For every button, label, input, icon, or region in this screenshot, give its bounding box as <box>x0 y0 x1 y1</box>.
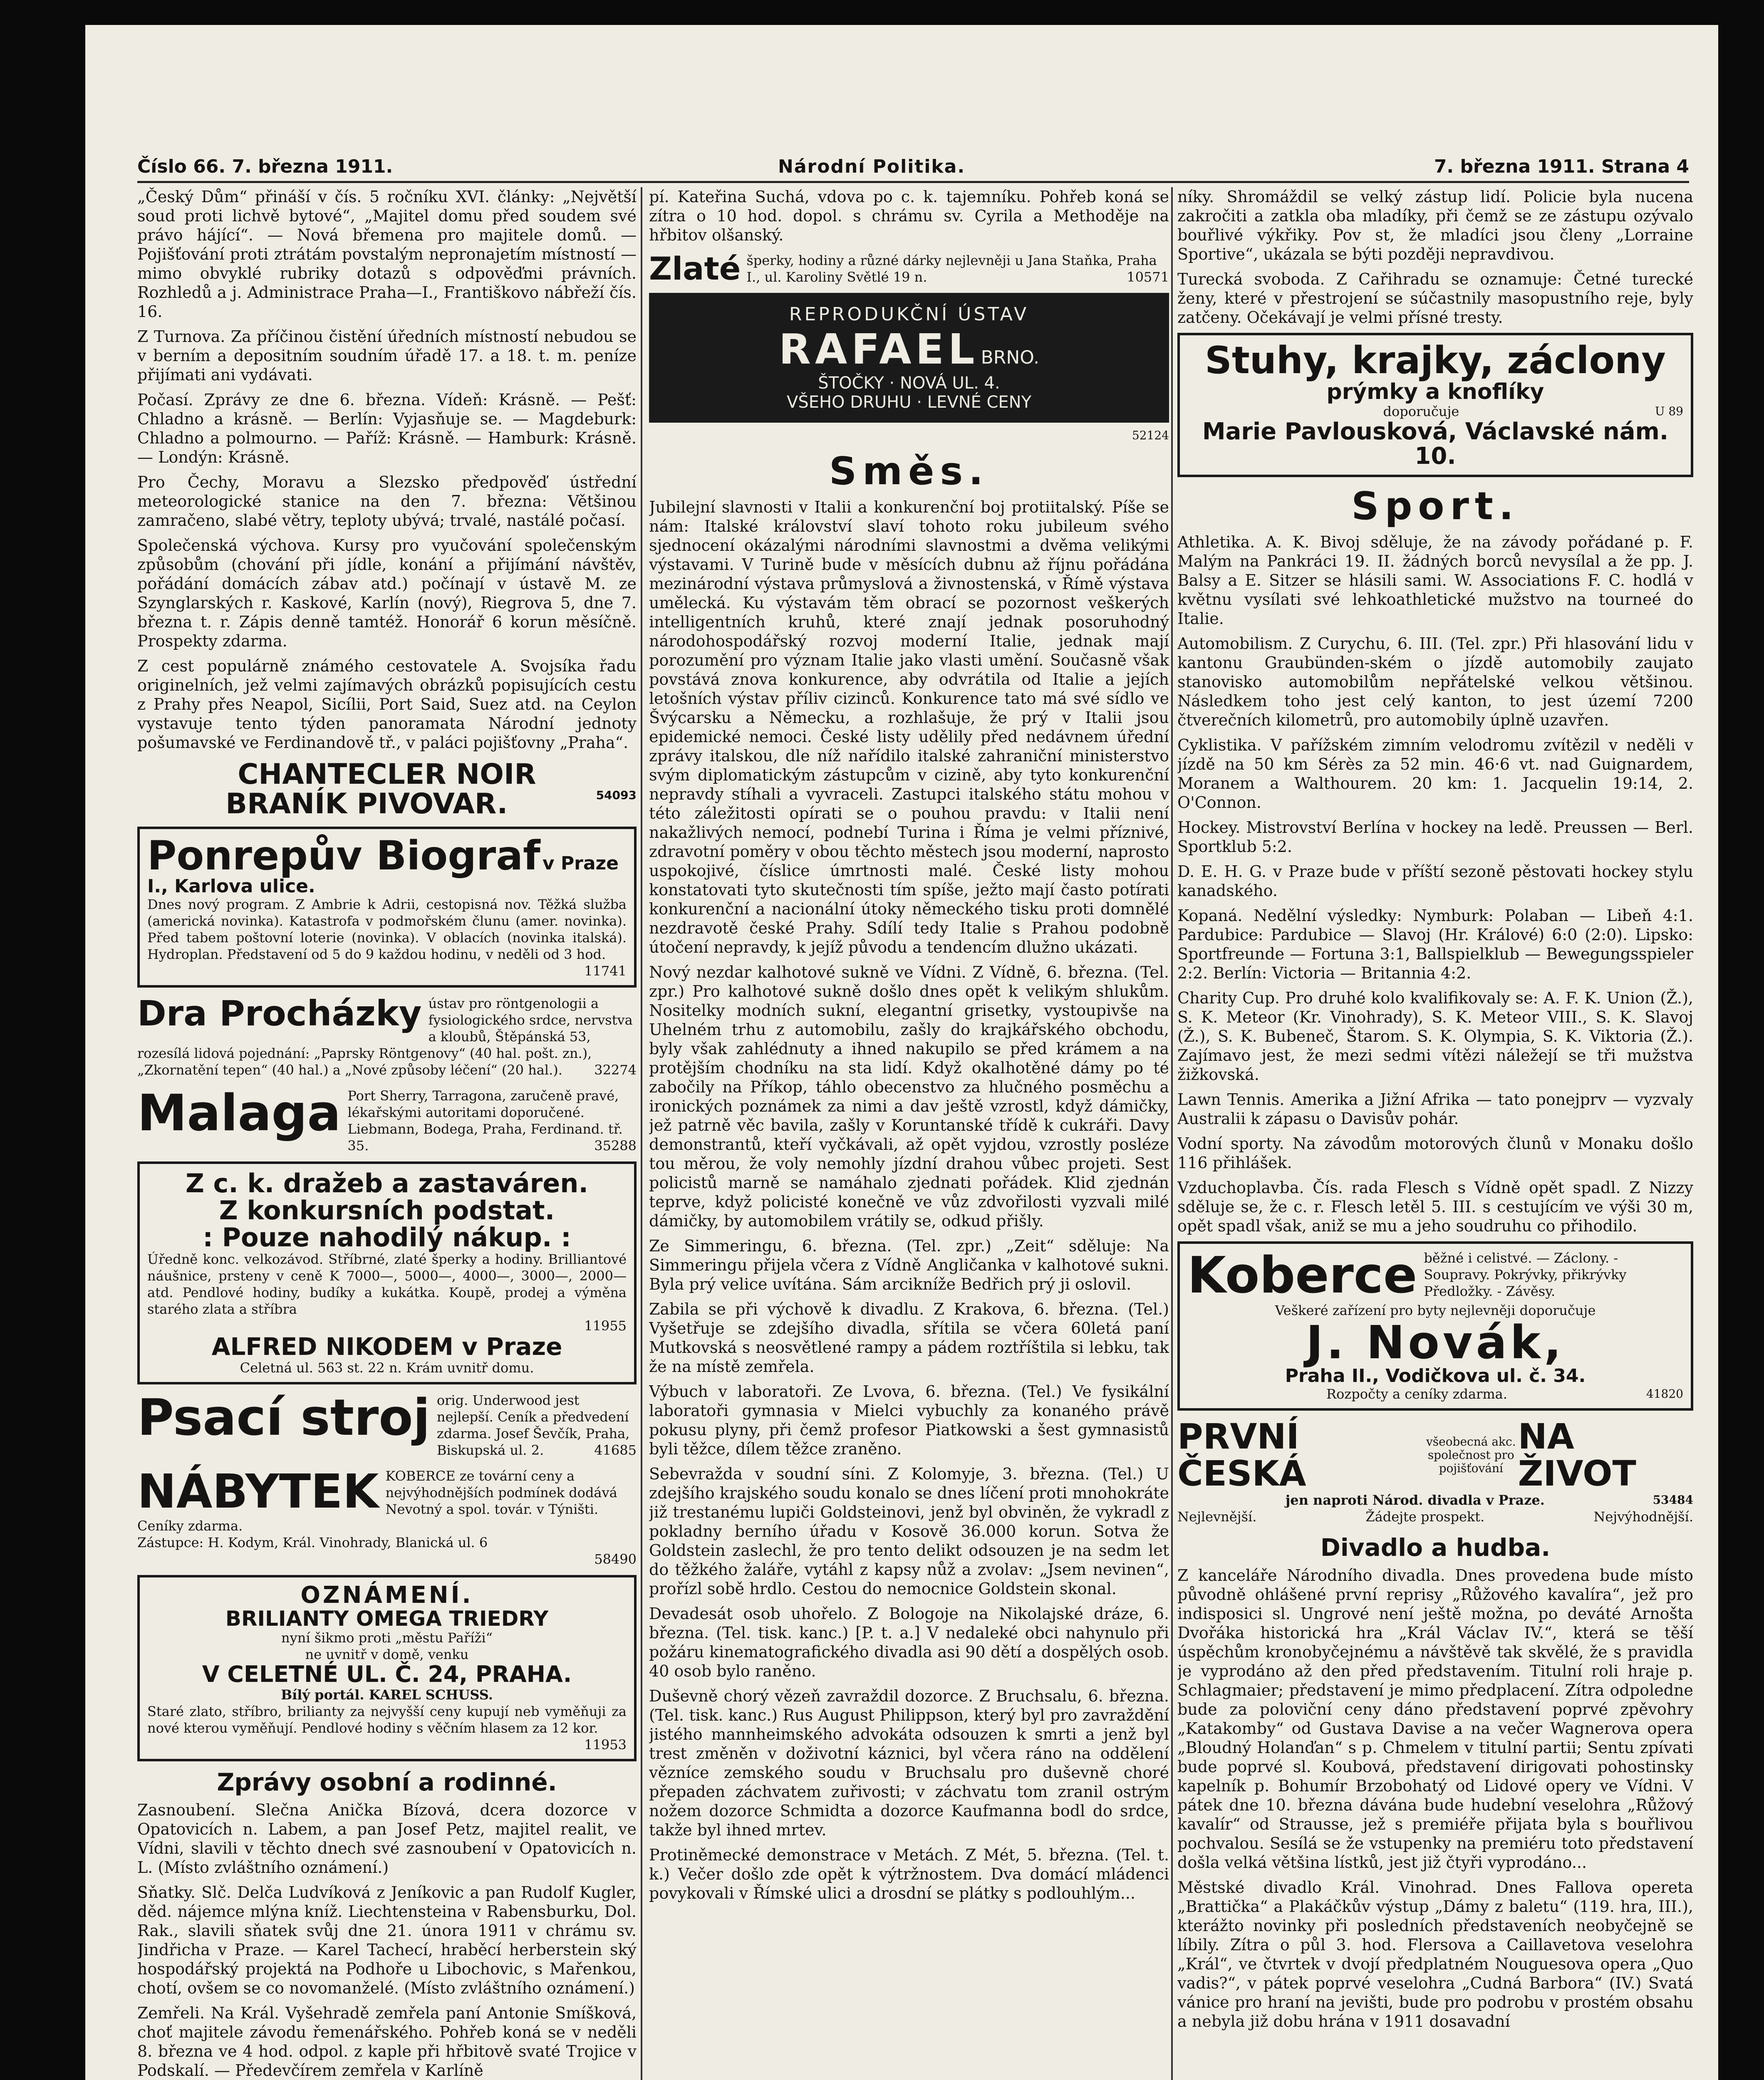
ad-biograf-text: Dnes nový program. Z Ambrie k Adrii, cestopisná nov. Těžká služba (americká novinka). Katastrofa v podmořském člunu (amer. novinka). Před tabem poštovní loterie (novinka). V oblacích (novinka italská). Hydroplan. Představení od 5 do 9 každou hodinu, v neděli od 3 hod. <box>147 896 627 962</box>
news-item: Jubilejní slavnosti v Italii a konkurenční boj protiitalský. Píše se nám: Italské království slaví tohoto roku jubileum svého sjednocení okázalými národními slavnostmi a dvěma velikými výstavami. V Turině bude v měsících dubnu až říjnu pořádána mezinárodní výstava průmyslová a živnostenská, v Římě výstava umělecká. Ku výstavám těm obrací se pozornost veškerých intelligentních kruhů, které znají jednak posoruhodný národohospodářský rozvoj moderní Italie, jednak mají porozumění pro význam Italie jako vlasti umění. Současně však povstává znova konkurence, aby odvrátila od Italie a jejích letošních výstav příliv cizinců. Konkurence tato má své sídlo ve Švýcarsku a Německu, a rozhlašuje, že prý v Italii jsou epidemické nemoci. České listy udělily před nedávnem úřední zprávy italskou, dle níž nařídilo italské zahraniční ministerstvo svým diplomatickým zástupcům v cizině, aby tyto konkurenční nepravdy stíhali a vyvraceli. Zastupci italského státu mohou v této záležitosti opírati se o pouhou pravdu: v Italii není nakažlivých nemocí, podnebí Turina i Říma je velmi příznivé, zdravotní poměry v obou těchto městech jsou moderní, naprosto uspokojivé, číslice úmrtnosti malé. České listy mohou konstatovati tyto skutečnosti tím spíše, ježto mají často potírati konkurenční a nacionální útoky německého tisku proti domnělé nezdravotě české Prahy. Sdílí tedy Italie s Prahou podobně útočení nepravdy, k jejíž původu a tendencím dlužno ukázati. <box>649 498 1169 956</box>
news-item: Automobilism. Z Curychu, 6. III. (Tel. zpr.) Při hlasování lidu v kantonu Graubünden-ském o jízdě automobily zaujato stanovisko automobilům nepřátelské velkou většinou. Následkem toho jest celý kanton, to jest území 7200 čtverečních kilometrů, pro automobily úplně uzavřen. <box>1177 634 1693 729</box>
ad-stuhy-title: Stuhy, krajky, záclony <box>1205 339 1666 382</box>
news-item: D. E. H. G. v Praze bude v příští sezoně pěstovati hockey stylu kanadského. <box>1177 862 1693 900</box>
ad-oznameni-title: OZNÁMENÍ. <box>300 1581 473 1609</box>
ad-prvni-row <box>1177 1416 1693 1494</box>
ad-oznameni-line2: nyní šikmo proti „městu Paříži“ <box>281 1630 493 1646</box>
news-item: Pro Čechy, Moravu a Slezsko předpověď ústřední meteorologické stanice na den 7. března: Většinou zamračeno, slabé větry, teploty ubývá; trvalé, nastálé počasí. <box>137 473 637 530</box>
ad-chantecler-line1: CHANTECLER NOIR <box>238 758 536 791</box>
news-item: Vzduchoplavba. Čís. rada Flesch s Vídně opět spadl. Z Nizzy sděluje se, že c. r. Flesch letěl 5. III. s cestujícím ve výši 30 m, opět spadl však, aniž se mu a jeho soudruhu co přihodilo. <box>1177 1178 1693 1235</box>
ad-rafael-row3: VŠEHO DRUHU · LEVNÉ CENY <box>786 393 1032 412</box>
ad-number: 54093 <box>596 788 637 802</box>
ad-number: 11741 <box>584 963 627 979</box>
ad-number: 11955 <box>584 1318 627 1334</box>
ad-oznameni-line4: V CELETNÉ UL. Č. 24, PRAHA. <box>202 1661 572 1688</box>
column-1 <box>137 187 637 2080</box>
news-item: Zasnoubení. Slečna Anička Bízová, dcera dozorce v Opatovicích n. Labem, a pan Josef Petz, majitel realit, ve Vídni, slavili v těchto dnech své zasnoubení v Opatovicích n. L. (Místo zvláštního oznámení.) <box>137 1800 637 1877</box>
column-2 <box>649 187 1169 2080</box>
news-item: Zabila se při výchově k divadlu. Z Krakova, 6. března. (Tel.) Vyšetřuje se zdejšího divadla, sřítila se včera 60letá paní Mutkovská s neosvětlené rampy a pádem roztříštila si lebku, tak že na místě zemřela. <box>649 1300 1169 1376</box>
news-item: Hockey. Mistrovství Berlína v hockey na ledě. Preussen — Berl. Sportklub 5:2. <box>1177 818 1693 856</box>
ad-biograf-city: v Praze I., Karlova ulice. <box>147 852 619 897</box>
news-item: Sňatky. Slč. Delča Ludvíková z Jeníkovic a pan Rudolf Kugler, děd. nájemce mlýna kníž. Liechtensteina v Rabensburku, Dol. Rak., slavili sňatek svůj dne 21. února 1911 v chrámu sv. Jindřicha v Praze. — Karel Tachecí, hraběcí herberstein ský hospodářský projektá na Podhoře u Libochovic, s Mařenkou, chotí, ovšem se co novomanželé. (Místo zvláštního oznámení.) <box>137 1883 637 1997</box>
ad-rafael-city: BRNO. <box>981 347 1040 368</box>
ad-rafael-row2: ŠTOČKY · NOVÁ UL. 4. <box>818 374 1000 393</box>
ad-oznameni <box>137 1575 637 1761</box>
news-item: Z kanceláře Národního divadla. Dnes provedena bude místo původně ohlášené první reprisy „Růžového kavalíra“, jež pro indisposici sl. Ungrové není ještě možna, po deváté Arnošta Dvořáka historická hra „Král Václav IV.“, která se těší úspěchům kronobyčejnému a návštěvě tak skvělé, že s pravidla je vyprodáno až den před představením. Titulní roli hraje p. Schlagmaier; představení je mimo předplacení. Zítra odpoledne bude za poloviční ceny dáno představení poprvé zpěvohry „Katakomby“ od Gustava Davise a na večer Wagnerova opera „Bloudný Holanďan“ s p. Chmelem v titulní partii; Sentu zpívati bude poprvé sl. Koubová, představení dirigovati pohostinsky kapelník p. Bohumír Brzobohatý od Lidové opery ve Vídni. V pátek dne 10. března dávána bude hudební veselohra „Růžový kavalír“ od Strausse, jež s premiéře přijata byla s bouřlivou pochvalou. Sesílá se že vstupenky na premiéru toto představení došla velká většina lístků, jest již čtyři vyprodáno... <box>1177 1566 1693 1872</box>
news-item: Zemřeli. Na Král. Vyšehradě zemřela paní Antonie Smíšková, choť majitele závodu řemenářského. Pohřeb koná se v neděli 8. března ve 4 hod. odpol. z kaple při hřbitově svaté Trojice v Podskalí. — Předevčírem zemřela v Karlíně <box>137 2003 637 2080</box>
news-item: Duševně chorý vězeň zavraždil dozorce. Z Bruchsalu, 6. března. (Tel. tisk. kanc.) Rus August Philippson, který byl pro zavraždění jistého mannheimského advokáta odsouzen k smrti a jenž byl trest změněn v doživotní káznici, byl včera ráno na oddělení vězníce zemského soudu v Bruchsalu pro duševně choré přepaden záchvatem zuřivosti; v záchvatu tom zranil ostrým nožem dozorce Schmidta a dozorce Kaufmanna bodl do srdce, takže byl ihned mrtev. <box>649 1687 1169 1839</box>
ad-oznameni-line3: ne uvnitř v domě, venku <box>305 1647 469 1663</box>
ad-nabytek <box>137 1466 637 1569</box>
ad-koberce-line3-wrap <box>1187 1386 1683 1402</box>
ad-drazba-line3: : Pouze nahodilý nákup. : <box>203 1222 571 1253</box>
ad-drazba-line1: Z c. k. dražeb a zastaváren. <box>186 1168 588 1198</box>
ad-biograf <box>137 827 637 988</box>
ad-prvni-line2: jen naproti Národ. divadla v Praze. <box>1285 1492 1545 1508</box>
issue-number: Číslo 66. 7. března 1911. <box>137 156 393 177</box>
scan-border-left <box>0 0 85 2080</box>
news-item: Athletika. A. K. Bivoj sděluje, že na závody pořádané p. F. Malým na Pankráci 19. II. žádných borců nevysílal a že pp. J. Balsy a E. Sitzer se hlásili sami. W. Associations F. C. hodlá v květnu vysílati své lehkoathletické mužstvo na tourneé do Italie. <box>1177 532 1693 628</box>
newspaper-title: Národní Politika. <box>778 156 966 177</box>
ad-rafael-line1: REPRODUKČNÍ ÚSTAV <box>789 304 1029 325</box>
ad-koberce-heading <box>1187 1246 1683 1305</box>
ad-drazba-line2: Z konkursních podstat. <box>219 1195 555 1226</box>
column-rule <box>1171 187 1173 2080</box>
ad-number: 10571 <box>1127 269 1169 285</box>
ad-oznameni-line1: BRILIANTY OMEGA TRIEDRY <box>225 1606 549 1631</box>
ad-oznameni-line5: Bílý portál. KAREL SCHUSS. <box>281 1686 493 1703</box>
ad-prvni-line3a: Nejlevnější. <box>1177 1508 1257 1525</box>
ad-prvni-line2-wrap <box>1177 1492 1693 1508</box>
news-item: Protiněmecké demonstrace v Metách. Z Mét, 5. března. (Tel. t. k.) Večer došlo zde opět k výtržnostem. Dva domácí mládenci povykovali v Římské ulici a drosdní se plátky s podlouhlým... <box>649 1846 1169 1902</box>
ad-koberce-side: běžné i celistvé. — Záclony. - Soupravy. Pokrývky, přikrývky Předložky. - Závěsy. <box>1424 1250 1627 1299</box>
ad-prvni-title: PRVNÍ ČESKÁ <box>1177 1416 1306 1494</box>
ad-number: U 89 <box>1655 404 1683 418</box>
ad-drazba <box>137 1161 637 1384</box>
column-3 <box>1177 187 1693 2080</box>
ad-chantecler <box>137 758 637 821</box>
ad-number: 53484 <box>1653 1493 1693 1507</box>
news-item: pí. Kateřina Suchá, vdova po c. k. tajemníku. Pohřeb koná se zítra o 10 hod. dopol. s chrámu sv. Cyrila a Methoděje na hřbitov olšanský. <box>649 188 1169 244</box>
news-item: Vodní sporty. Na závodům motorových člunů v Monaku došlo 116 přihlášek. <box>1177 1134 1693 1172</box>
news-item: Turecká svoboda. Z Cařihradu se oznamuje: Četné turecké ženy, které v přestrojení se súčastnily masopustního reje, byly zatčeny. Očekávají je velmi přísné tresty. <box>1177 270 1693 327</box>
ad-number: 52124 <box>1132 428 1169 442</box>
news-item: Společenská výchova. Kursy pro vyučování společenským způsobům (chování při jídle, konání a přijímání návštěv, pořádání domácích zábav atd.) počínají v ústavě M. ze Szynglarských r. Kaskové, Karlín (nový), Riegrova 5, dne 7. března t. r. Zápis denně tamtéž. Honorář 6 korun měsíčně. Prospekty zdarma. <box>137 536 637 650</box>
ad-malaga <box>137 1086 637 1156</box>
ad-koberce-title: Koberce <box>1187 1246 1417 1305</box>
news-item: Lawn Tennis. Amerika a Jižní Afrika — tato ponejprv — vyzvaly Australii k zápasu o Davisův pohár. <box>1177 1090 1693 1128</box>
news-item: Kopaná. Nedělní výsledky: Nymburk: Polaban — Libeň 4:1. Pardubice: Pardubice — Slavoj (Hr. Králové) 6:0 (2:0). Lipsko: Sportfreunde — Fortuna 3:1, Ballspielklub — Bewegungsspieler 2:2. Berlín: Victoria — Britannia 4:2. <box>1177 906 1693 982</box>
ad-number: 32274 <box>594 1062 637 1078</box>
ad-prvni-line3c: Nejvýhodnější. <box>1593 1508 1693 1525</box>
news-item: Nový nezdar kalhotové sukně ve Vídni. Z Vídně, 6. března. (Tel. zpr.) Pro kalhotové sukně došlo dnes opět k velikým shlukům. Nositelky modních sukní, elegantní grisetky, vystoupivše na Uhelném trhu z automobilu, zašly do krajkářského obchodu, byly však zahlédnuty a ihned nakupilo se před krámem a na protějším chodníku na sta lidí. Když okalhotěné dámy po té zabočily na Příkop, táhlo obecenstvo za hlučného posměchu a ironických poznámek za nimi a dav ještě vzrostl, když dámičky, jež patrně věc bavila, zašly v Koruntanské třídě k cukráři. Davy demonstrantů, kteří vyčkávali, až opět vyjdou, vzrostly posléze tou měrou, že voly nemohly jízdní drahou vůbec projeti. Sest policistů marně se namáhalo zjednati pořádek. Klid zjednán teprve, když policisté konečně ve vůz zdvořilosti vyzvali milé dámičky, by automobilem vrátily se, odkud přišly. <box>649 963 1169 1230</box>
scan-border-top <box>0 0 1764 25</box>
page-date: 7. března 1911. Strana 4 <box>1434 156 1689 177</box>
ad-biograf-title: Ponrepův Biograf <box>147 832 540 879</box>
scan-border-right <box>1718 0 1764 2080</box>
column-rule <box>641 187 642 2080</box>
news-item: níky. Shromáždil se velký zástup lidí. Policie byla nucena zakročiti a zatkla oba mladíky, při čemž se ze zástupu ozývalo bouřlivé výkřiky. Pov st, že mladíci jsou členy „Lorraine Sportive“, ukázala se býti později nepravdivou. <box>1177 188 1693 263</box>
news-item: Devadesát osob uhořelo. Z Bologoje na Nikolajské dráze, 6. března. (Tel. tisk. kanc.) [P. t. a.] V nedaleké obci nahynulo při požáru kinematografického divadla asi 90 dětí a dospělých osob. 40 osob bylo raněno. <box>649 1605 1169 1680</box>
ad-rafael-row <box>660 325 1158 374</box>
ad-prvni-right: NA ŽIVOT <box>1518 1416 1636 1494</box>
ad-prvni-ceska <box>1177 1416 1693 1526</box>
ad-nabytek-agent: Zástupce: H. Kodym, Král. Vinohrady, Blanická ul. 6 <box>137 1534 488 1550</box>
news-item: Charity Cup. Pro druhé kolo kvalifikovaly se: A. F. K. Union (Ž.), S. K. Meteor (Kr. Vinohrady), S. K. Meteor VIII., S. K. Slavoj (Ž.), S. K. Bubeneč, Štarom. S. K. Olympia, S. K. Viktoria (Ž.). Zajímavo jest, že mezi sedmi vítězi náležejí se tři mužstva žižkovská. <box>1177 988 1693 1084</box>
page-header <box>137 152 1689 183</box>
ad-koberce <box>1177 1241 1693 1411</box>
ad-zlate <box>649 250 1169 287</box>
ad-oznameni-text: Staré zlato, stříbro, brilianty za nejvyšší ceny kupují neb vyměňuji za nové kterou vyměňují. Pendlové hodiny s věčním hlasem za 12 kor. <box>147 1703 627 1736</box>
news-item: Městské divadlo Král. Vinohrad. Dnes Fallova opereta „Brattička“ a Plakáčkův výstup „Dámy z baletu“ (119. hra, III.), kterážto novinky při posledních představeních neobyčejně se líbily. Zítra o půl 3. hod. Flersova a Caillavetova veselohra „Král“, ve čtvrtek v dvojí předplatném Nouguesova opera „Quo vadis?“, v pátek poprvé veselohra „Cudná Barbora“ (IV.) Svatá vánice pro hraní na jevišti, bude pro podrobu v prostém obsahu a nebyla již dobu hrána v 1911 dosavadní <box>1177 1878 1693 2030</box>
ad-number: 41820 <box>1646 1387 1683 1401</box>
ad-koberce-firm: J. Novák, <box>1306 1315 1565 1369</box>
news-item: Z Turnova. Za příčinou čistění úředních místností nebudou se v berním a depositním soudním úřadě 17. a 18. t. m. peníze přijímati ani vydávati. <box>137 327 637 384</box>
ad-biograf-heading <box>147 832 627 897</box>
ad-prvni-line3 <box>1177 1508 1693 1525</box>
ad-number: 11953 <box>584 1736 627 1753</box>
ad-stuhy-line3-wrap <box>1187 403 1683 420</box>
ad-chantecler-line2-wrap <box>137 789 637 819</box>
section-title-divadlo: Divadlo a hudba. <box>1320 1533 1551 1562</box>
ad-prochazka <box>137 993 637 1080</box>
ad-stuhy-line4: Marie Pavlousková, Václavské nám. 10. <box>1202 418 1669 470</box>
ad-stuhy-line2: prýmky a knoflíky <box>1326 379 1544 404</box>
ad-rafael-line5: VŠEHO DRUHU <box>786 393 912 412</box>
ad-zlate-text: šperky, hodiny a různé dárky nejlevněji u Jana Staňka, Praha I., ul. Karoliny Světlé 19 n. <box>746 253 1157 285</box>
ad-number: 58490 <box>594 1551 637 1567</box>
ad-stuhy <box>1177 333 1693 477</box>
ad-koberce-line2: Veškeré zařízení pro byty nejlevněji doporučuje <box>1275 1302 1596 1318</box>
ad-nabytek-text: KOBERCE ze tovární ceny a nejvýhodnějších podmínek dodává Nevotný a spol. továr. v Týništi. Ceníky zdarma. <box>137 1468 617 1534</box>
ad-number: 35288 <box>594 1137 637 1154</box>
ad-drazba-text: Úředně konc. velkozávod. Stříbrné, zlaté šperky a hodiny. Brilliantové náušnice, prsteny v ceně K 7000—, 5000—, 4000—, 3000—, 2000— atd. Pendlové hodiny, budíky a kukátka. Koupě, prodej a výměna starého zlata a stříbra <box>147 1251 627 1317</box>
ad-psaci-stroj <box>137 1390 637 1460</box>
ad-stuhy-line3: doporučuje <box>1383 404 1459 420</box>
news-item: Cyklistika. V pařížském zimním velodromu zvítězil v neděli v jízdě na 50 km Sérès za 52 min. 46·6 vt. nad Guignardem, Moranem a Walthourem. 20 km: 1. Jacquelin 19:14, 2. O'Connon. <box>1177 735 1693 812</box>
ad-rafael-line4: NOVÁ UL. 4. <box>899 374 1000 393</box>
ad-prvni-mid: všeobecná akc. společnost pro pojišťování <box>1426 1434 1516 1475</box>
ad-psaci-text: orig. Underwood jest nejlepší. Ceník a předvedení zdarma. Josef Ševčík, Praha, Biskupská ul. 2. <box>436 1392 630 1458</box>
news-item: „Český Dům“ přináší v čís. 5 ročníku XVI. články: „Největší soud proti lichvě bytové“, „Majitel domu před soudem své právo hájící“. — Nová břemena pro majitele domů. — Pojišťování proti ztrátám povstalým nepronajetím místností — mimo obvyklé rubriky dotazů s odpověďmi právních. Rozhledů a j. Administrace Praha—I., Františkovo nábřeží čís. 16. <box>137 188 637 321</box>
ad-prvni-line3b: Žádejte prospekt. <box>1365 1508 1485 1525</box>
section-title-smes: Směs. <box>829 449 989 493</box>
ad-malaga-text: Port Sherry, Tarragona, zaručeně pravé, lékařskými autoritami doporučené. Liebmann, Bodega, Praha, Ferdinand. tř. 35. <box>347 1087 623 1154</box>
ad-rafael-line6: LEVNÉ CENY <box>927 393 1032 412</box>
ad-drazba-address: Celetná ul. 563 st. 22 n. Krám uvnitř domu. <box>240 1359 534 1376</box>
news-item: Z cest populárně známého cestovatele A. Svojsíka řadu originelních, jež velmi zajímavých obrázků popisujících cestu z Prahy přes Neapol, Sicílii, Port Said, Suez atd. na Ceylon vystavuje tento týden panoramata Národní jednoty pošumavské ve Ferdinandově tř., v paláci pojišťovny „Praha“. <box>137 657 637 752</box>
ad-koberce-line3: Rozpočty a ceníky zdarma. <box>1326 1386 1507 1402</box>
news-item: Sebevražda v soudní síni. Z Kolomyje, 3. března. (Tel.) U zdejšího krajského soudu konalo se dnes líčení proti mnohokráte již trestanému lupiči Goldsteinovi, jenž byl obviněn, že vykradl z pokladny berního úřadu v Kosově 36.000 korun. Sotva že Goldstein zaslechl, že pro tento delikt odsouzen je na sedm let do těžkého žaláře, vytáhl z kapsy nůž a zvolav: „Jsem nevinen“, prořízl sobě hrdlo. Cestou do nemocnice Goldstein skonal. <box>649 1465 1169 1598</box>
section-title-zpravy: Zprávy osobní a rodinné. <box>217 1768 557 1796</box>
ad-rafael-line3: ŠTOČKY <box>818 374 884 393</box>
ad-prochazka-title: Dra Procházky <box>137 993 422 1034</box>
news-item: Ze Simmeringu, 6. března. (Tel. zpr.) „Zeit“ sděluje: Na Simmeringu přijela včera z Vídně Angličanka v kalhotové sukni. Byla prý velice uvítána. Sám arcikníže Bedřich prý ji oslovil. <box>649 1237 1169 1293</box>
news-item: Výbuch v laboratoři. Ze Lvova, 6. března. (Tel.) Ve fysikální laboratoři gymnasia v Mielci vybuchly za konaného právě pokusu plyny, při čemž profesor Piatkowski a šest gymnasistů byli těžce, dílem těžce zraněno. <box>649 1382 1169 1458</box>
section-title-sport: Sport. <box>1351 483 1519 528</box>
ad-psaci-title: Psací stroj <box>137 1389 430 1447</box>
ad-malaga-title: Malaga <box>137 1084 341 1142</box>
ad-zlate-title: Zlaté <box>649 250 741 287</box>
news-item: Počasí. Zprávy ze dne 6. března. Vídeň: Krásně. — Pešť: Chladno a krásně. — Berlín: Vyjasňuje se. — Magdeburk: Chladno a polmourno. — Paříž: Krásně. — Hamburk: Krásně. — Londýn: Krásně. <box>137 391 637 466</box>
ad-rafael-name: RAFAEL <box>778 325 979 374</box>
ad-drazba-firm: ALFRED NIKODEM v Praze <box>211 1332 562 1361</box>
ad-koberce-address: Praha II., Vodičkova ul. č. 34. <box>1285 1365 1586 1387</box>
ad-prochazka-text: ústav pro röntgenologii a fysiologického srdce, nervstva a kloubů, Štěpánská 53, rozesílá lidová pojednání: „Paprsky Röntgenovy“ (40 hal. pošt. zn.), „Zkornatění tepen“ (40 hal.) a „Nové způsoby léčení“ (20 hal.). <box>137 995 633 1078</box>
ad-rafael <box>649 293 1169 423</box>
ad-number: 41685 <box>594 1442 637 1458</box>
ad-nabytek-title: NÁBYTEK <box>137 1464 379 1519</box>
ad-chantecler-line2: BRANÍK PIVOVAR. <box>225 787 508 821</box>
